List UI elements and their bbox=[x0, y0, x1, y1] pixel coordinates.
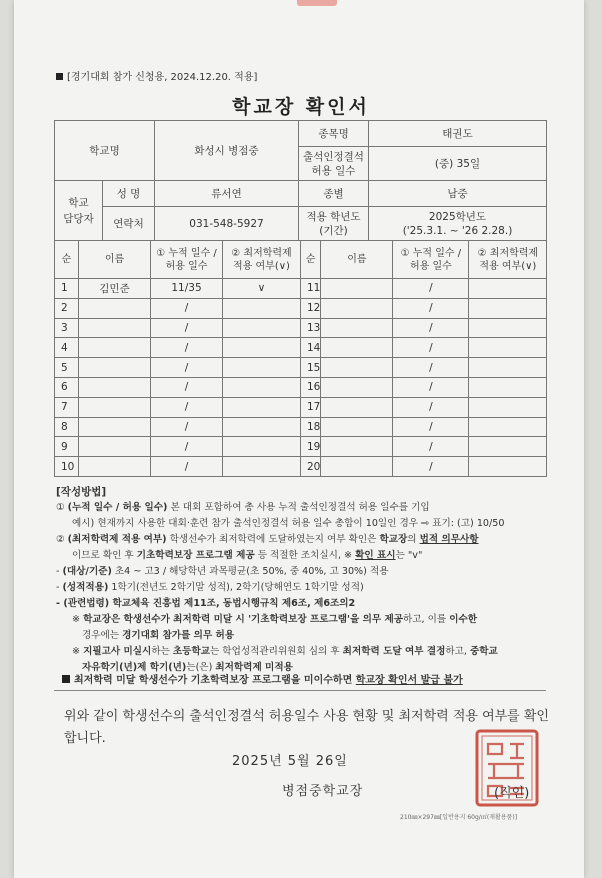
cell-no: 17 bbox=[301, 397, 321, 417]
cell-min bbox=[469, 417, 547, 437]
cell-days: / bbox=[393, 338, 469, 358]
square-bullet-icon bbox=[56, 73, 63, 80]
cell-name: 김민준 bbox=[79, 279, 151, 299]
instruction-line: ① (누적 일수 / 허용 일수) 본 대회 포함하여 총 사용 누적 출석인정결석 허용 일수를 기입 bbox=[56, 502, 430, 513]
instruction-line: 경우에는 경기대회 참가를 의무 허용 bbox=[82, 630, 235, 641]
cell-days: / bbox=[393, 318, 469, 338]
cell-name bbox=[321, 377, 393, 397]
table-row bbox=[55, 377, 547, 397]
paper-spec: 210㎜×297㎜[일반용지 60g/㎡(재활용품)] bbox=[400, 814, 518, 821]
cell-name bbox=[79, 318, 151, 338]
cell-min bbox=[223, 417, 301, 437]
cell-no: 6 bbox=[55, 377, 79, 397]
principal-name: 병점중학교장 bbox=[282, 784, 364, 799]
name-value: 류서연 bbox=[155, 181, 299, 207]
cell-days: / bbox=[151, 437, 223, 457]
event-label: 종목명 bbox=[299, 121, 369, 147]
manager-label: 학교 담당자 bbox=[55, 181, 103, 241]
cell-no: 12 bbox=[301, 298, 321, 318]
table-row bbox=[55, 437, 547, 457]
cell-days: / bbox=[393, 298, 469, 318]
cell-days: / bbox=[151, 318, 223, 338]
cell-name bbox=[321, 358, 393, 378]
cell-no: 13 bbox=[301, 318, 321, 338]
cell-name bbox=[79, 338, 151, 358]
table-row bbox=[55, 318, 547, 338]
cell-days: / bbox=[151, 358, 223, 378]
cell-min bbox=[469, 457, 547, 477]
header-days: ① 누적 일수 / 허용 일수 bbox=[393, 241, 469, 279]
cell-min bbox=[469, 358, 547, 378]
cell-no: 9 bbox=[55, 437, 79, 457]
cell-min bbox=[223, 318, 301, 338]
instruction-line: - (대상/기준) 초4 ~ 고3 / 해당학년 과목평균(초 50%, 중 40%, 고 30%) 적용 bbox=[56, 566, 389, 577]
cell-days: / bbox=[393, 457, 469, 477]
cell-no: 4 bbox=[55, 338, 79, 358]
header-no: 순 bbox=[55, 241, 79, 279]
cell-no: 5 bbox=[55, 358, 79, 378]
header-days: ① 누적 일수 / 허용 일수 bbox=[151, 241, 223, 279]
cell-days: 11/35 bbox=[151, 279, 223, 299]
cell-min bbox=[469, 377, 547, 397]
cell-name bbox=[321, 279, 393, 299]
cell-min bbox=[223, 298, 301, 318]
cell-min bbox=[469, 298, 547, 318]
cell-name bbox=[321, 437, 393, 457]
instruction-line: ※ 지필고사 미실시하는 초등학교는 학업성적관리위원회 심의 후 최저학력 도달 여부 결정하고, 중학교 bbox=[72, 646, 498, 657]
cell-days: / bbox=[393, 377, 469, 397]
cell-name bbox=[79, 437, 151, 457]
table-row bbox=[55, 298, 547, 318]
allow-value: (중) 35일 bbox=[369, 147, 547, 181]
top-note: [경기대회 참가 신청용, 2024.12.20. 적용] bbox=[56, 68, 257, 83]
instruction-line: - (성적적용) 1학기(전년도 2학기말 성적), 2학기(당해연도 1학기말 성적) bbox=[56, 582, 364, 593]
cell-days: / bbox=[151, 397, 223, 417]
cell-min bbox=[223, 457, 301, 477]
cell-name bbox=[321, 417, 393, 437]
table-row bbox=[55, 338, 547, 358]
kind-value: 남중 bbox=[369, 181, 547, 207]
cell-days: / bbox=[151, 298, 223, 318]
warning-note: 최저학력 미달 학생선수가 기초학력보장 프로그램을 미이수하면 학교장 확인서 발급 불가 bbox=[62, 671, 463, 686]
square-bullet-icon bbox=[62, 675, 70, 683]
binder-tab bbox=[297, 0, 337, 6]
header-name: 이름 bbox=[79, 241, 151, 279]
name-label: 성 명 bbox=[103, 181, 155, 207]
cell-name bbox=[321, 397, 393, 417]
allow-label: 출석인정결석 허용 일수 bbox=[299, 147, 369, 181]
cell-min bbox=[469, 318, 547, 338]
cell-name bbox=[79, 298, 151, 318]
header-min: ② 최저학력제 적용 여부(∨) bbox=[469, 241, 547, 279]
cell-no: 15 bbox=[301, 358, 321, 378]
cell-days: / bbox=[393, 358, 469, 378]
school-label: 학교명 bbox=[55, 121, 155, 181]
instruction-line: ※ 학교장은 학생선수가 최저학력 미달 시 '기초학력보장 프로그램'을 의무 제공하고, 이를 이수한 bbox=[72, 614, 478, 625]
cell-days: / bbox=[393, 397, 469, 417]
year-value: 2025학년도 ('25.3.1. ~ '26 2.28.) bbox=[369, 207, 547, 241]
instructions-heading: [작성방법] bbox=[56, 486, 107, 498]
divider bbox=[54, 690, 546, 691]
cell-days: / bbox=[393, 417, 469, 437]
contact-label: 연락처 bbox=[103, 207, 155, 241]
cell-name bbox=[321, 457, 393, 477]
table-row bbox=[55, 279, 547, 299]
seal-label: (직인) bbox=[494, 786, 530, 801]
cell-no: 14 bbox=[301, 338, 321, 358]
cell-name bbox=[79, 397, 151, 417]
cell-name bbox=[321, 298, 393, 318]
cell-min bbox=[223, 377, 301, 397]
cell-no: 2 bbox=[55, 298, 79, 318]
event-value: 태권도 bbox=[369, 121, 547, 147]
kind-label: 종별 bbox=[299, 181, 369, 207]
cell-min bbox=[223, 338, 301, 358]
cell-days: / bbox=[393, 437, 469, 457]
cell-min bbox=[223, 358, 301, 378]
header-no: 순 bbox=[301, 241, 321, 279]
issue-date: 2025년 5월 26일 bbox=[232, 754, 348, 769]
school-value: 화성시 병점중 bbox=[155, 121, 299, 181]
cell-name bbox=[321, 338, 393, 358]
instructions bbox=[56, 484, 546, 676]
cell-min bbox=[469, 279, 547, 299]
cell-days: / bbox=[393, 279, 469, 299]
cell-no: 11 bbox=[301, 279, 321, 299]
cell-no: 20 bbox=[301, 457, 321, 477]
cell-days: / bbox=[151, 457, 223, 477]
cell-no: 8 bbox=[55, 417, 79, 437]
cell-days: / bbox=[151, 417, 223, 437]
contact-value: 031-548-5927 bbox=[155, 207, 299, 241]
cell-name bbox=[321, 318, 393, 338]
cell-days: / bbox=[151, 338, 223, 358]
instruction-line: ② (최저학력제 적용 여부) 학생선수가 최저학력에 도달하였는지 여부 확인은 학교장의 법적 의무사항 bbox=[56, 534, 479, 545]
cell-no: 3 bbox=[55, 318, 79, 338]
cell-days: / bbox=[151, 377, 223, 397]
table-row bbox=[55, 417, 547, 437]
cell-name bbox=[79, 377, 151, 397]
instruction-line: - (관련법령) 학교체육 진흥법 제11조, 동법시행규칙 제6조, 제6조의2 bbox=[56, 598, 356, 609]
confirmation-text: 위와 같이 학생선수의 출석인정결석 허용일수 사용 현황 및 최저학력 적용 여부를 확인합니다. bbox=[64, 709, 549, 746]
cell-no: 7 bbox=[55, 397, 79, 417]
cell-min: ∨ bbox=[223, 279, 301, 299]
instruction-line: 예시) 현재까지 사용한 대회·훈련 참가 출석인정결석 허용 일수 총합이 10일인 경우 ⇨ 표기: (고) 10/50 bbox=[72, 518, 505, 529]
cell-min bbox=[223, 437, 301, 457]
instruction-line: 이므로 확인 후 기초학력보장 프로그램 제공 등 적절한 조치실시, ※ 확인 표시는 "v" bbox=[72, 550, 423, 561]
cell-name bbox=[79, 457, 151, 477]
table-row bbox=[55, 358, 547, 378]
cell-no: 10 bbox=[55, 457, 79, 477]
instruction-line: 자유학기(년)제 학기(년)는(은) 최저학력제 미적용 bbox=[82, 662, 293, 673]
page-title: 학교장 확인서 bbox=[232, 96, 370, 118]
year-label: 적용 학년도 (기간) bbox=[299, 207, 369, 241]
cell-min bbox=[469, 338, 547, 358]
cell-no: 1 bbox=[55, 279, 79, 299]
cell-no: 16 bbox=[301, 377, 321, 397]
cell-name bbox=[79, 417, 151, 437]
cell-no: 19 bbox=[301, 437, 321, 457]
table-row bbox=[55, 397, 547, 417]
cell-min bbox=[469, 437, 547, 457]
attendance-rows bbox=[55, 279, 547, 477]
attendance-table bbox=[54, 240, 547, 477]
header-min: ② 최저학력제 적용 여부(∨) bbox=[223, 241, 301, 279]
table-row bbox=[55, 457, 547, 477]
info-table bbox=[54, 120, 547, 241]
cell-no: 18 bbox=[301, 417, 321, 437]
header-name: 이름 bbox=[321, 241, 393, 279]
cell-name bbox=[79, 358, 151, 378]
cell-min bbox=[223, 397, 301, 417]
cell-min bbox=[469, 397, 547, 417]
